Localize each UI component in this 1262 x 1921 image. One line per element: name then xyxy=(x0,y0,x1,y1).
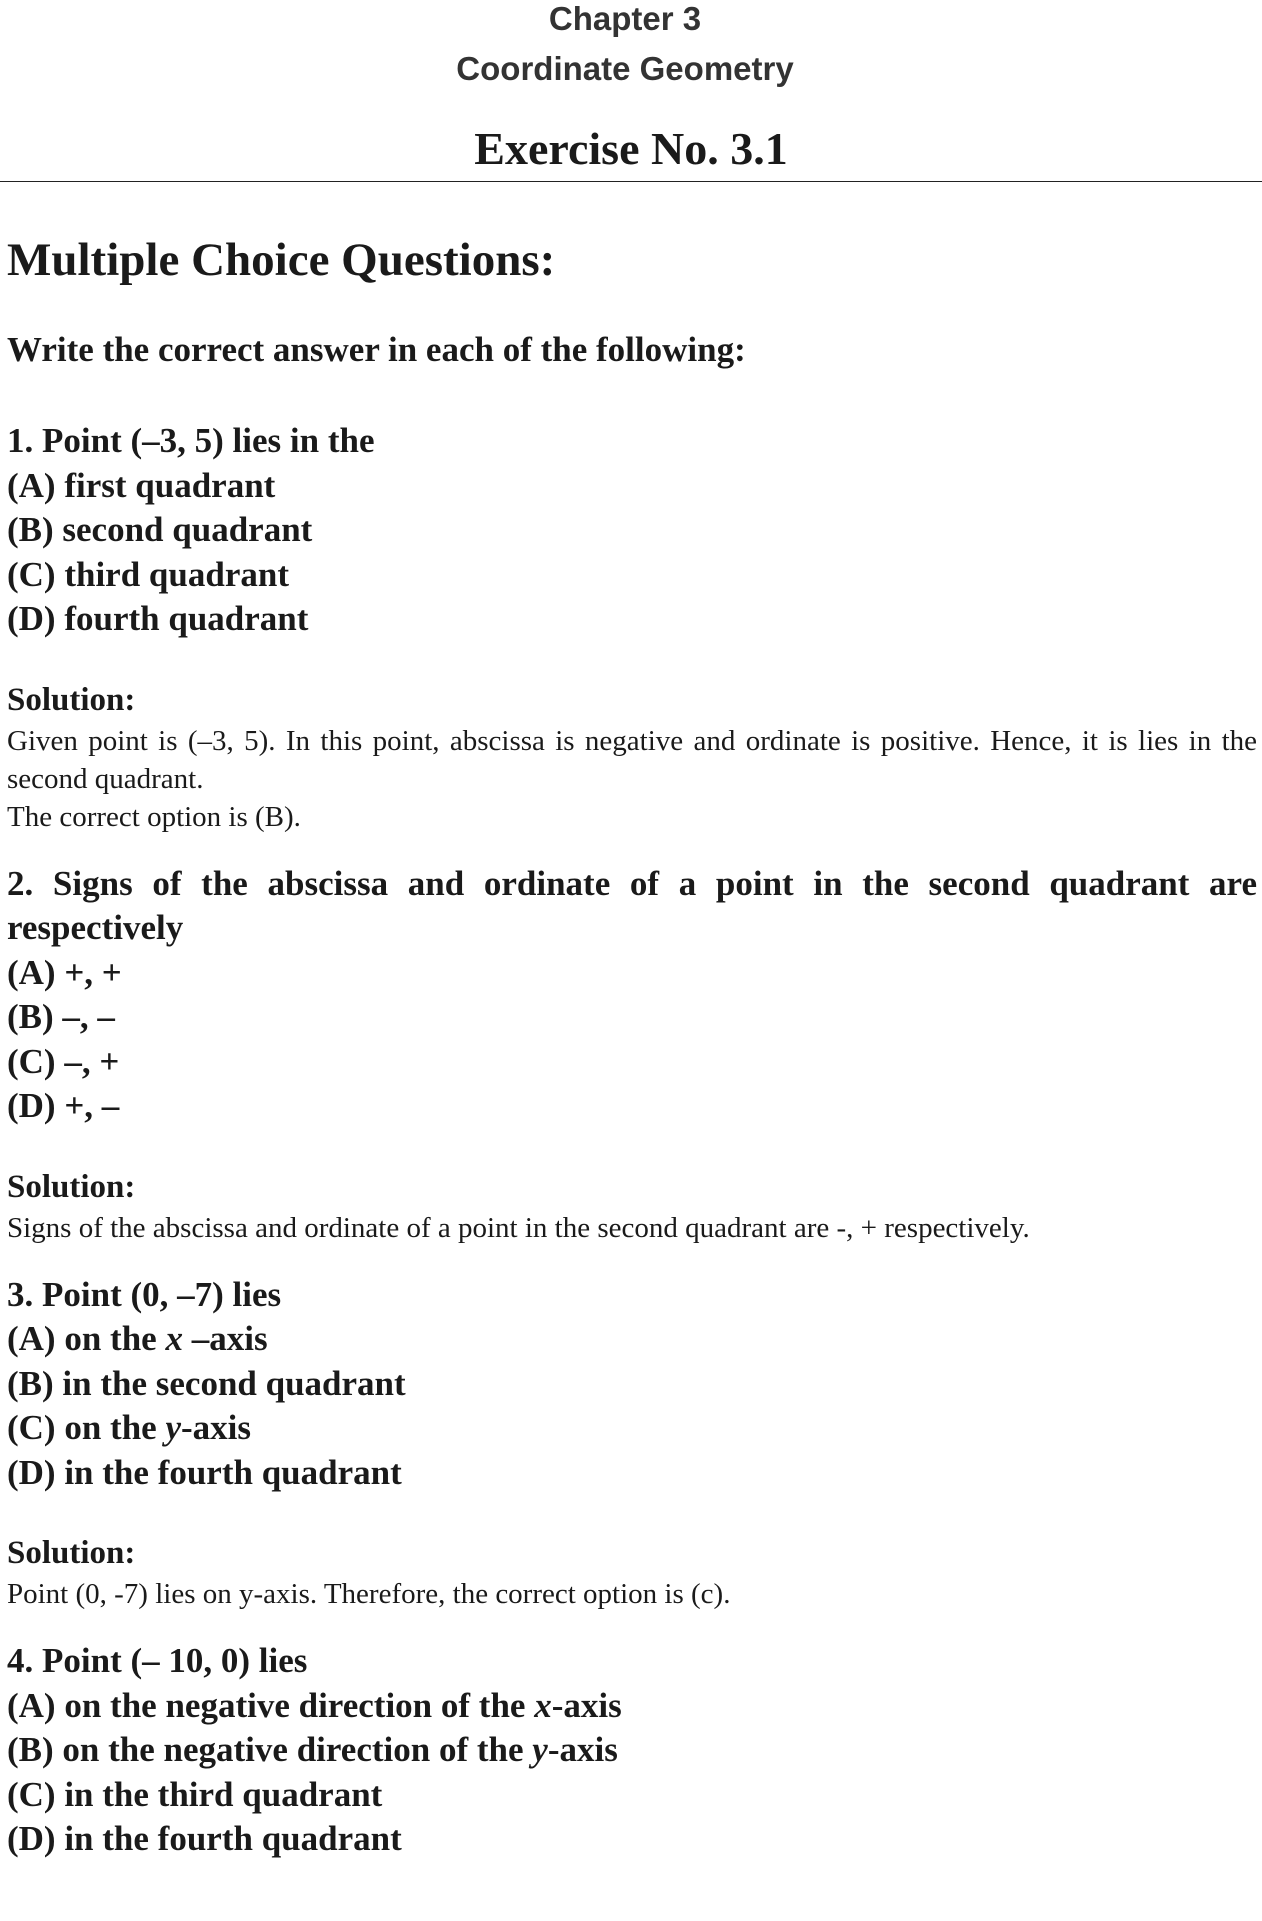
option-d: (D) +, – xyxy=(7,1086,120,1126)
instruction-text: Write the correct answer in each of the following: xyxy=(7,329,746,369)
solution-text: Given point is (–3, 5). In this point, abscissa is negative and ordinate is positive. Hence, it is lies in the second quadrant. xyxy=(7,724,1257,795)
option-a: (A) +, + xyxy=(7,952,122,992)
option-c: (C) third quadrant xyxy=(7,554,289,594)
option-list xyxy=(7,464,1257,642)
solution-text: Point (0, -7) lies on y-axis. Therefore, the correct option is (c). xyxy=(7,1578,731,1611)
option-b: (B) in the second quadrant xyxy=(7,1363,406,1403)
option-b: (B) on the negative direction of the y-axis xyxy=(7,1730,618,1770)
option-c: (C) –, + xyxy=(7,1041,120,1081)
option-b: (B) second quadrant xyxy=(7,510,313,550)
section-heading: Multiple Choice Questions: xyxy=(7,234,556,286)
option-list xyxy=(7,1684,1257,1862)
solution-heading: Solution: xyxy=(7,1168,136,1205)
question-3 xyxy=(7,1273,1257,1614)
option-d: (D) in the fourth quadrant xyxy=(7,1452,402,1492)
question-1 xyxy=(7,419,1257,836)
solution-text: Signs of the abscissa and ordinate of a point in the second quadrant are -, + respectively. xyxy=(7,1211,1030,1244)
option-list xyxy=(7,1317,1257,1495)
option-a: (A) on the negative direction of the x-axis xyxy=(7,1685,622,1725)
page-content xyxy=(7,235,1257,1888)
option-list xyxy=(7,951,1257,1129)
option-c: (C) in the third quadrant xyxy=(7,1774,383,1814)
question-stem: 3. Point (0, –7) lies xyxy=(7,1274,282,1314)
option-d: (D) in the fourth quadrant xyxy=(7,1819,402,1859)
question-stem: 4. Point (– 10, 0) lies xyxy=(7,1641,308,1681)
option-c: (C) on the y-axis xyxy=(7,1408,252,1448)
solution-heading: Solution: xyxy=(7,681,136,718)
option-a: (A) first quadrant xyxy=(7,465,276,505)
question-4 xyxy=(7,1639,1257,1862)
option-a: (A) on the x –axis xyxy=(7,1319,268,1359)
solution-answer: The correct option is (B). xyxy=(7,800,301,833)
header-divider xyxy=(0,181,1262,182)
question-stem: 2. Signs of the abscissa and ordinate of a point in the second quadrant are respectively xyxy=(7,863,1257,948)
chapter-number: Chapter 3 xyxy=(548,0,702,37)
chapter-title: Coordinate Geometry xyxy=(456,50,794,87)
solution-heading: Solution: xyxy=(7,1535,136,1572)
question-2 xyxy=(7,862,1257,1247)
option-b: (B) –, – xyxy=(7,997,115,1037)
question-stem: 1. Point (–3, 5) lies in the xyxy=(7,421,375,461)
option-d: (D) fourth quadrant xyxy=(7,599,309,639)
exercise-title: Exercise No. 3.1 xyxy=(474,123,788,174)
